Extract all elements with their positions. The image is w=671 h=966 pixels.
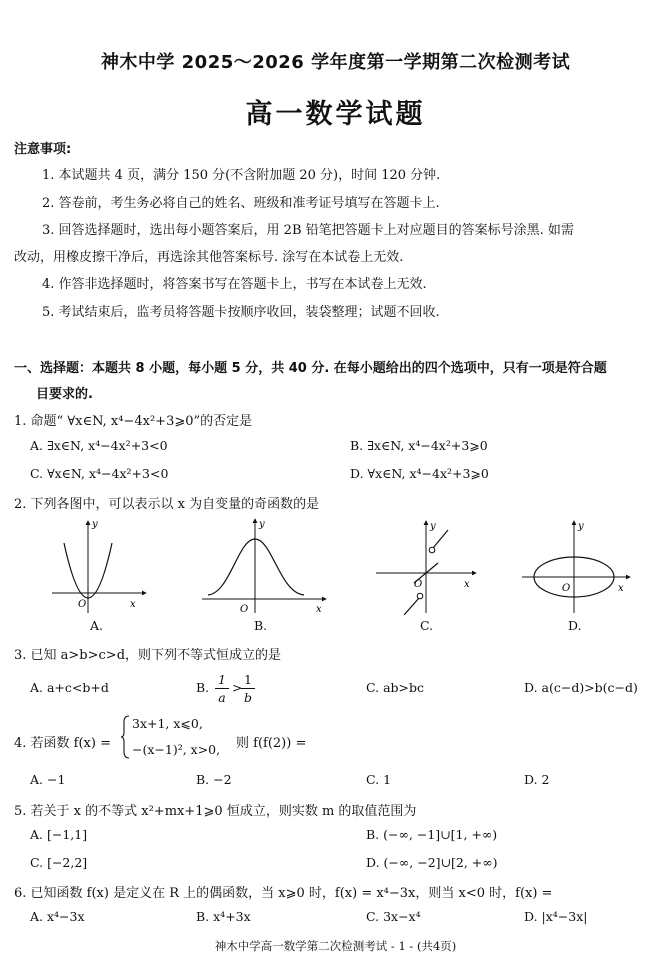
notice-item: 1. 本试题共 4 页，满分 150 分(不含附加题 20 分)，时间 120 分钟. xyxy=(42,168,441,183)
subject-title: 高一数学试题 xyxy=(245,99,426,130)
y-label: y xyxy=(430,521,436,532)
section-heading-cont: 目要求的. xyxy=(36,387,93,402)
origin-label: O xyxy=(562,583,571,594)
q4-case-1: 3x+1, x⩽0, xyxy=(132,716,203,731)
x-label: x xyxy=(130,599,136,610)
q5-option-d: D. (−∞, −2]∪[2, +∞) xyxy=(366,855,498,870)
q3-b-den2: b xyxy=(243,690,252,705)
q3-b-num2: 1 xyxy=(244,672,252,687)
q3-option-d: D. a(c−d)>b(c−d) xyxy=(524,680,638,695)
q5-option-b: B. (−∞, −1]∪[1, +∞) xyxy=(366,827,498,842)
q4-option-d: D. 2 xyxy=(524,772,550,787)
q1-option-d: D. ∀x∈N, x⁴−4x²+3⩾0 xyxy=(350,466,489,481)
x-label: x xyxy=(464,579,470,590)
piecewise-brace xyxy=(120,714,130,760)
open-point xyxy=(417,593,423,599)
q6-option-b: B. x⁴+3x xyxy=(196,909,251,924)
q4-option-c: C. 1 xyxy=(366,772,392,787)
q3-option-a: A. a+c<b+d xyxy=(30,680,109,695)
question-5-stem: 5. 若关于 x 的不等式 x²+mx+1⩾0 恒成立，则实数 m 的取值范围为 xyxy=(14,804,417,819)
q6-option-d: D. |x⁴−3x| xyxy=(524,909,588,924)
q4-option-b: B. −2 xyxy=(196,772,232,787)
question-6-stem: 6. 已知函数 f(x) 是定义在 R 上的偶函数，当 x⩾0 时，f(x) = x⁴−3x，则当 x<0 时，f(x) = xyxy=(14,886,553,901)
origin-label: O xyxy=(240,604,249,615)
q4-case-2: −(x−1)², x>0, xyxy=(132,742,221,757)
q3-b-den1: a xyxy=(218,690,226,705)
q1-option-b: B. ∃x∈N, x⁴−4x²+3⩾0 xyxy=(350,438,488,453)
fraction-bar xyxy=(215,688,229,689)
graph-d-ellipse xyxy=(520,515,635,615)
y-label: y xyxy=(578,521,584,532)
question-1-stem: 1. 命题“ ∀x∈N, x⁴−4x²+3⩾0”的否定是 xyxy=(14,414,253,429)
graph-c-odd-function xyxy=(372,515,482,615)
question-4-prefix: 4. 若函数 f(x) = xyxy=(14,736,111,751)
question-3-stem: 3. 已知 a>b>c>d，则下列不等式恒成立的是 xyxy=(14,648,282,663)
graph-b-bell xyxy=(200,515,330,615)
origin-label: O xyxy=(414,579,423,590)
open-point xyxy=(429,547,435,553)
q2-label-b: B. xyxy=(254,618,268,633)
q4-option-a: A. −1 xyxy=(30,772,66,787)
bell-curve xyxy=(208,539,304,595)
notice-item: 4. 作答非选择题时，将答案书写在答题卡上，书写在本试卷上无效. xyxy=(42,277,427,292)
q2-label-a: A. xyxy=(90,618,104,633)
lower-ray xyxy=(404,598,419,615)
q2-label-d: D. xyxy=(568,618,582,633)
q2-label-c: C. xyxy=(420,618,434,633)
q1-option-a: A. ∃x∈N, x⁴−4x²+3<0 xyxy=(30,438,168,453)
x-label: x xyxy=(618,583,624,594)
x-label: x xyxy=(316,604,322,615)
q5-option-a: A. [−1,1] xyxy=(30,827,88,842)
q3-b-num1: 1 xyxy=(218,672,226,687)
fraction-bar xyxy=(241,688,255,689)
q3-b-gt: > xyxy=(232,680,243,695)
question-4-suffix: 则 f(f(2)) = xyxy=(236,736,307,751)
q1-option-c: C. ∀x∈N, x⁴−4x²+3<0 xyxy=(30,466,169,481)
q3-option-c: C. ab>bc xyxy=(366,680,424,695)
section-heading: 一、选择题：本题共 8 小题，每小题 5 分，共 40 分. 在每小题给出的四个选项中，只有一项是符合题 xyxy=(14,361,607,376)
notice-heading: 注意事项: xyxy=(14,142,72,157)
graph-a-parabola xyxy=(50,515,150,615)
q5-option-c: C. [−2,2] xyxy=(30,855,88,870)
page-footer: 神木中学高一数学第二次检测考试 - 1 - (共4页) xyxy=(214,939,457,953)
upper-ray xyxy=(433,530,448,548)
q6-option-a: A. x⁴−3x xyxy=(30,909,85,924)
notice-item: 3. 回答选择题时，选出每小题答案后，用 2B 铅笔把答题卡上对应题目的答案标号涂黑. 如需 xyxy=(42,223,574,238)
question-2-stem: 2. 下列各图中，可以表示以 x 为自变量的奇函数的是 xyxy=(14,497,320,512)
notice-item: 5. 考试结束后，监考员将答题卡按顺序收回，装袋整理；试题不回收. xyxy=(42,305,440,320)
y-label: y xyxy=(92,519,98,530)
notice-item: 改动，用橡皮擦干净后，再选涂其他答案标号. 涂写在本试卷上无效. xyxy=(14,250,404,265)
y-label: y xyxy=(259,519,265,530)
notice-item: 2. 答卷前，考生务必将自己的姓名、班级和准考证号填写在答题卡上. xyxy=(42,196,440,211)
q6-option-c: C. 3x−x⁴ xyxy=(366,909,421,924)
origin-label: O xyxy=(78,599,87,610)
exam-title: 神木中学 2025～2026 学年度第一学期第二次检测考试 xyxy=(100,52,571,73)
q3-b-prefix: B. xyxy=(196,680,210,695)
